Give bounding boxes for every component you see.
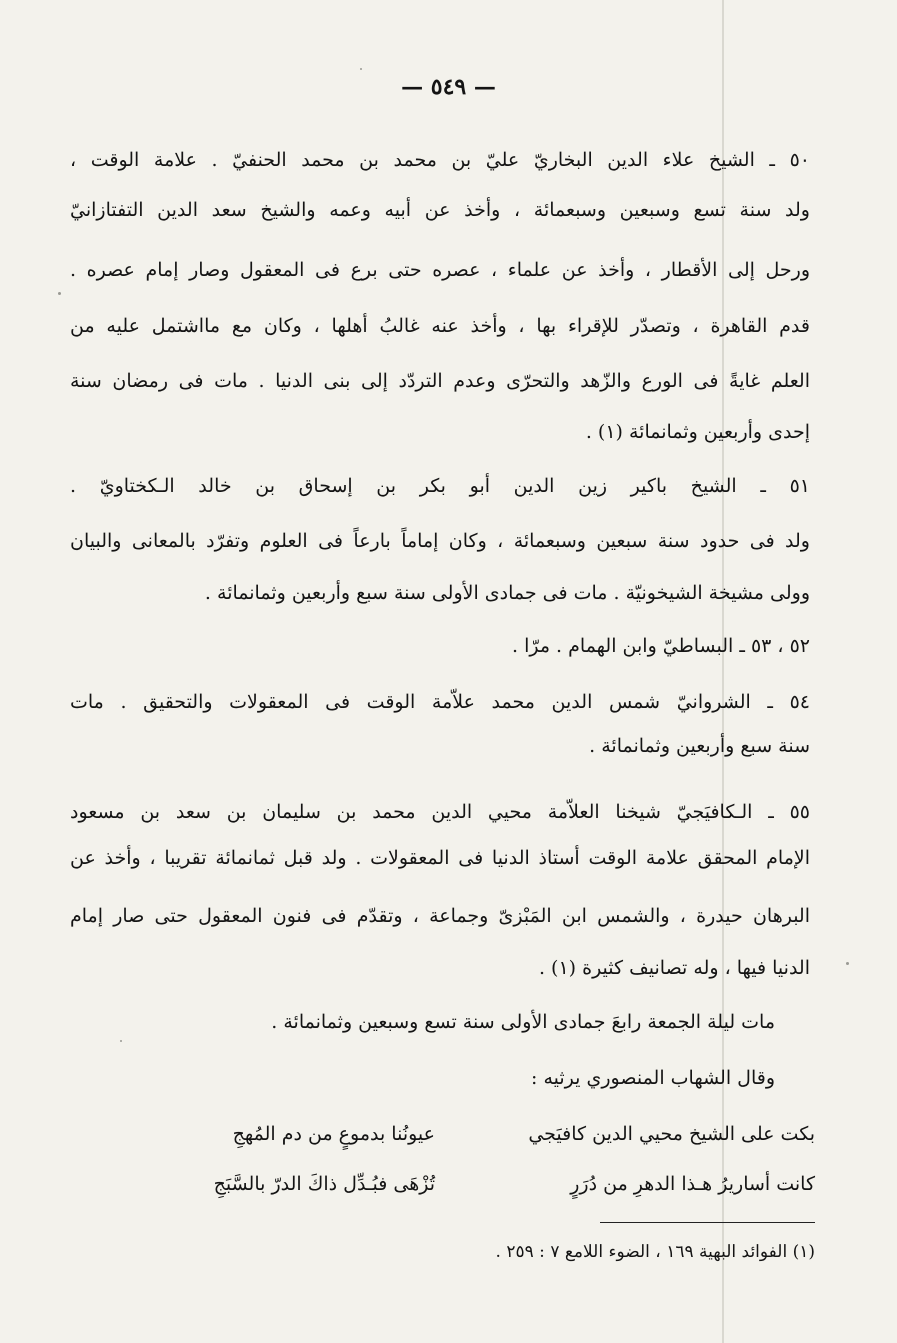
- text-line: قدم القاهرة ، وتصدّر للإقراء بها ، وأخذ عنه غالبُ أهلها ، وكان مع مااشتمل عليه من: [70, 315, 810, 337]
- text-line: سنة سبع وأربعين وثمانمائة .: [589, 735, 810, 757]
- text-line: إحدى وأربعين وثمانمائة (١) .: [585, 421, 810, 443]
- verse-hemistich: عيونُنا بدموعٍ من دم المُهجِ: [232, 1123, 435, 1145]
- paper-speck: [120, 1040, 122, 1042]
- text-line: وقال الشهاب المنصوري يرثيه :: [531, 1067, 775, 1089]
- text-line: ٥١ ـ الشيخ باكير زين الدين أبو بكر بن إسحاق بن خالد الـكختاويّ .: [70, 475, 810, 497]
- paper-speck: [360, 68, 362, 70]
- text-line: العلم غايةً فى الورع والزّهد والتحرّى وعدم التردّد إلى بنى الدنيا . مات فى رمضان سنة: [70, 370, 810, 392]
- page-number: — ٥٤٩ —: [401, 74, 496, 100]
- text-line: ورحل إلى الأقطار ، وأخذ عن علماء ، عصره حتى برع فى المعقول وصار إمام عصره .: [70, 259, 810, 281]
- verse-hemistich: بكت على الشيخ محيي الدين كافيَجي: [528, 1123, 815, 1145]
- text-line: ٥٠ ـ الشيخ علاء الدين البخاريّ عليّ بن محمد بن محمد الحنفيّ . علامة الوقت ،: [70, 149, 810, 171]
- verse-line: [95, 1160, 815, 1208]
- footnote: (١) الفوائد البهية ١٦٩ ، الضوء اللامع ٧ : ٢٥٩ .: [495, 1242, 815, 1262]
- verse-line: [95, 1110, 815, 1158]
- text-line: ولد فى حدود سنة سبعين وسبعمائة ، وكان إماماً بارعاً فى العلوم وتفرّد بالمعانى والبيان: [70, 530, 810, 552]
- text-line: ٥٥ ـ الـكافيَجيّ شيخنا العلاّمة محيي الدين محمد بن سليمان بن سعد بن مسعود: [70, 801, 810, 823]
- text-line: وولى مشيخة الشيخونيّة . مات فى جمادى الأولى سنة سبع وأربعين وثمانمائة .: [204, 582, 810, 604]
- paper-speck: [58, 292, 61, 295]
- text-line: ولد سنة تسع وسبعين وسبعمائة ، وأخذ عن أبيه وعمه والشيخ سعد الدين التفتازانيّ: [70, 199, 810, 221]
- text-line: الإمام المحقق علامة الوقت أستاذ الدنيا فى المعقولات . ولد قبل ثمانمائة تقريبا ، وأخذ عن: [70, 847, 810, 869]
- verse-hemistich: كانت أساريرُ هـذا الدهرِ من دُرَرٍ: [570, 1173, 815, 1195]
- text-line: ٥٤ ـ الشروانيّ شمس الدين محمد علاّمة الوقت فى المعقولات والتحقيق . مات: [70, 691, 810, 713]
- text-line: البرهان حيدرة ، والشمس ابن المَبْزىّ وجماعة ، وتقدّم فى فنون المعقول حتى صار إمام: [70, 905, 810, 927]
- text-line: مات ليلة الجمعة رابعَ جمادى الأولى سنة تسع وسبعين وثمانمائة .: [271, 1011, 775, 1033]
- footnote-divider: [600, 1222, 815, 1223]
- text-line: الدنيا فيها ، وله تصانيف كثيرة (١) .: [538, 957, 810, 979]
- paper-speck: [846, 962, 849, 965]
- verse-hemistich: تُزْهَى فبُـدِّل ذاكَ الدرّ بالسَّبَجِ: [213, 1173, 435, 1195]
- text-line: ٥٢ ، ٥٣ ـ البساطيّ وابن الهمام . مرّا .: [512, 635, 810, 657]
